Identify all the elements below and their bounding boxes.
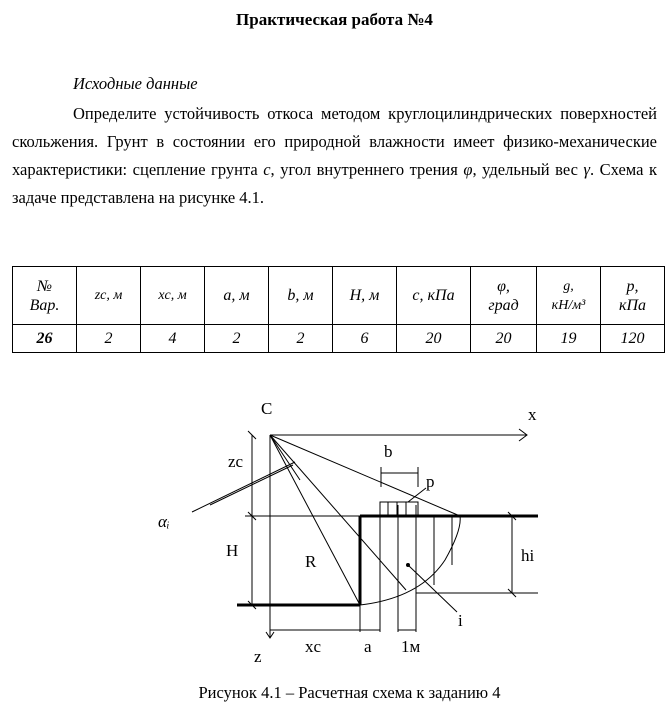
header-g <box>537 267 601 325</box>
header-xc: xc, м <box>141 267 205 325</box>
header-line: Вар. <box>29 296 60 314</box>
symbol-gamma: γ <box>583 160 590 179</box>
cell-xc: 4 <box>141 325 205 353</box>
symbol-phi: φ <box>463 160 473 179</box>
table-header-row <box>13 267 665 325</box>
cell-p: 120 <box>601 325 665 353</box>
label-H: H <box>226 541 239 560</box>
page-title: Практическая работа №4 <box>236 10 433 29</box>
label-p: p <box>426 472 435 491</box>
cell-g: 19 <box>537 325 601 353</box>
cell-zc: 2 <box>77 325 141 353</box>
header-line: p, <box>626 277 639 295</box>
header-line: кН/м³ <box>551 297 586 313</box>
alpha-pointer <box>192 462 295 512</box>
label-1m: 1м <box>401 637 421 656</box>
label-hi: hi <box>521 546 535 565</box>
radius-R <box>270 435 360 605</box>
header-zc: zc, м <box>77 267 141 325</box>
label-x: x <box>528 405 537 424</box>
header-b: b, м <box>269 267 333 325</box>
label-z: z <box>254 647 262 666</box>
section-subheading: Исходные данные <box>73 74 198 93</box>
paragraph-text: , угол внутреннего трения <box>270 160 464 179</box>
table-row <box>13 325 665 353</box>
header-phi <box>471 267 537 325</box>
cell-variant: 26 <box>13 325 77 353</box>
header-variant <box>13 267 77 325</box>
symbol-c: c <box>263 160 271 179</box>
label-xc: xc <box>305 637 322 656</box>
header-line: град <box>488 296 519 314</box>
task-paragraph <box>12 100 657 212</box>
header-c: c, кПа <box>397 267 471 325</box>
header-p <box>601 267 665 325</box>
slope-stability-diagram <box>0 390 669 680</box>
cell-c: 20 <box>397 325 471 353</box>
paragraph-text: . Схема к задаче представлена на рисунке 4.1. <box>12 160 657 207</box>
header-a: a, м <box>205 267 269 325</box>
label-b: b <box>384 442 393 461</box>
header-line: φ, <box>497 277 510 295</box>
figure-caption: Рисунок 4.1 – Расчетная схема к заданию 4 <box>198 683 501 702</box>
label-zc: zc <box>228 452 244 471</box>
paragraph-text: Определите устойчивость откоса методом круглоцилиндрических поверхностей скольжения. Грунт в состоянии его природной влажности имеет физико-механические характеристики: сцепление грунта <box>12 104 657 179</box>
label-i: i <box>458 611 463 630</box>
slip-surface-arc <box>360 516 460 605</box>
paragraph-text: , удельный вес <box>472 160 584 179</box>
label-alpha-i: αᵢ <box>158 512 170 531</box>
header-H: H, м <box>333 267 397 325</box>
surcharge-load-p <box>380 502 418 516</box>
header-line: № <box>36 277 53 295</box>
cell-b: 2 <box>269 325 333 353</box>
parameters-table <box>12 266 665 353</box>
label-a: a <box>364 637 372 656</box>
cell-H: 6 <box>333 325 397 353</box>
header-line: кПа <box>618 296 647 314</box>
label-C: C <box>261 399 273 418</box>
label-R: R <box>305 552 317 571</box>
cell-phi: 20 <box>471 325 537 353</box>
cell-a: 2 <box>205 325 269 353</box>
header-line: g, <box>563 278 574 294</box>
